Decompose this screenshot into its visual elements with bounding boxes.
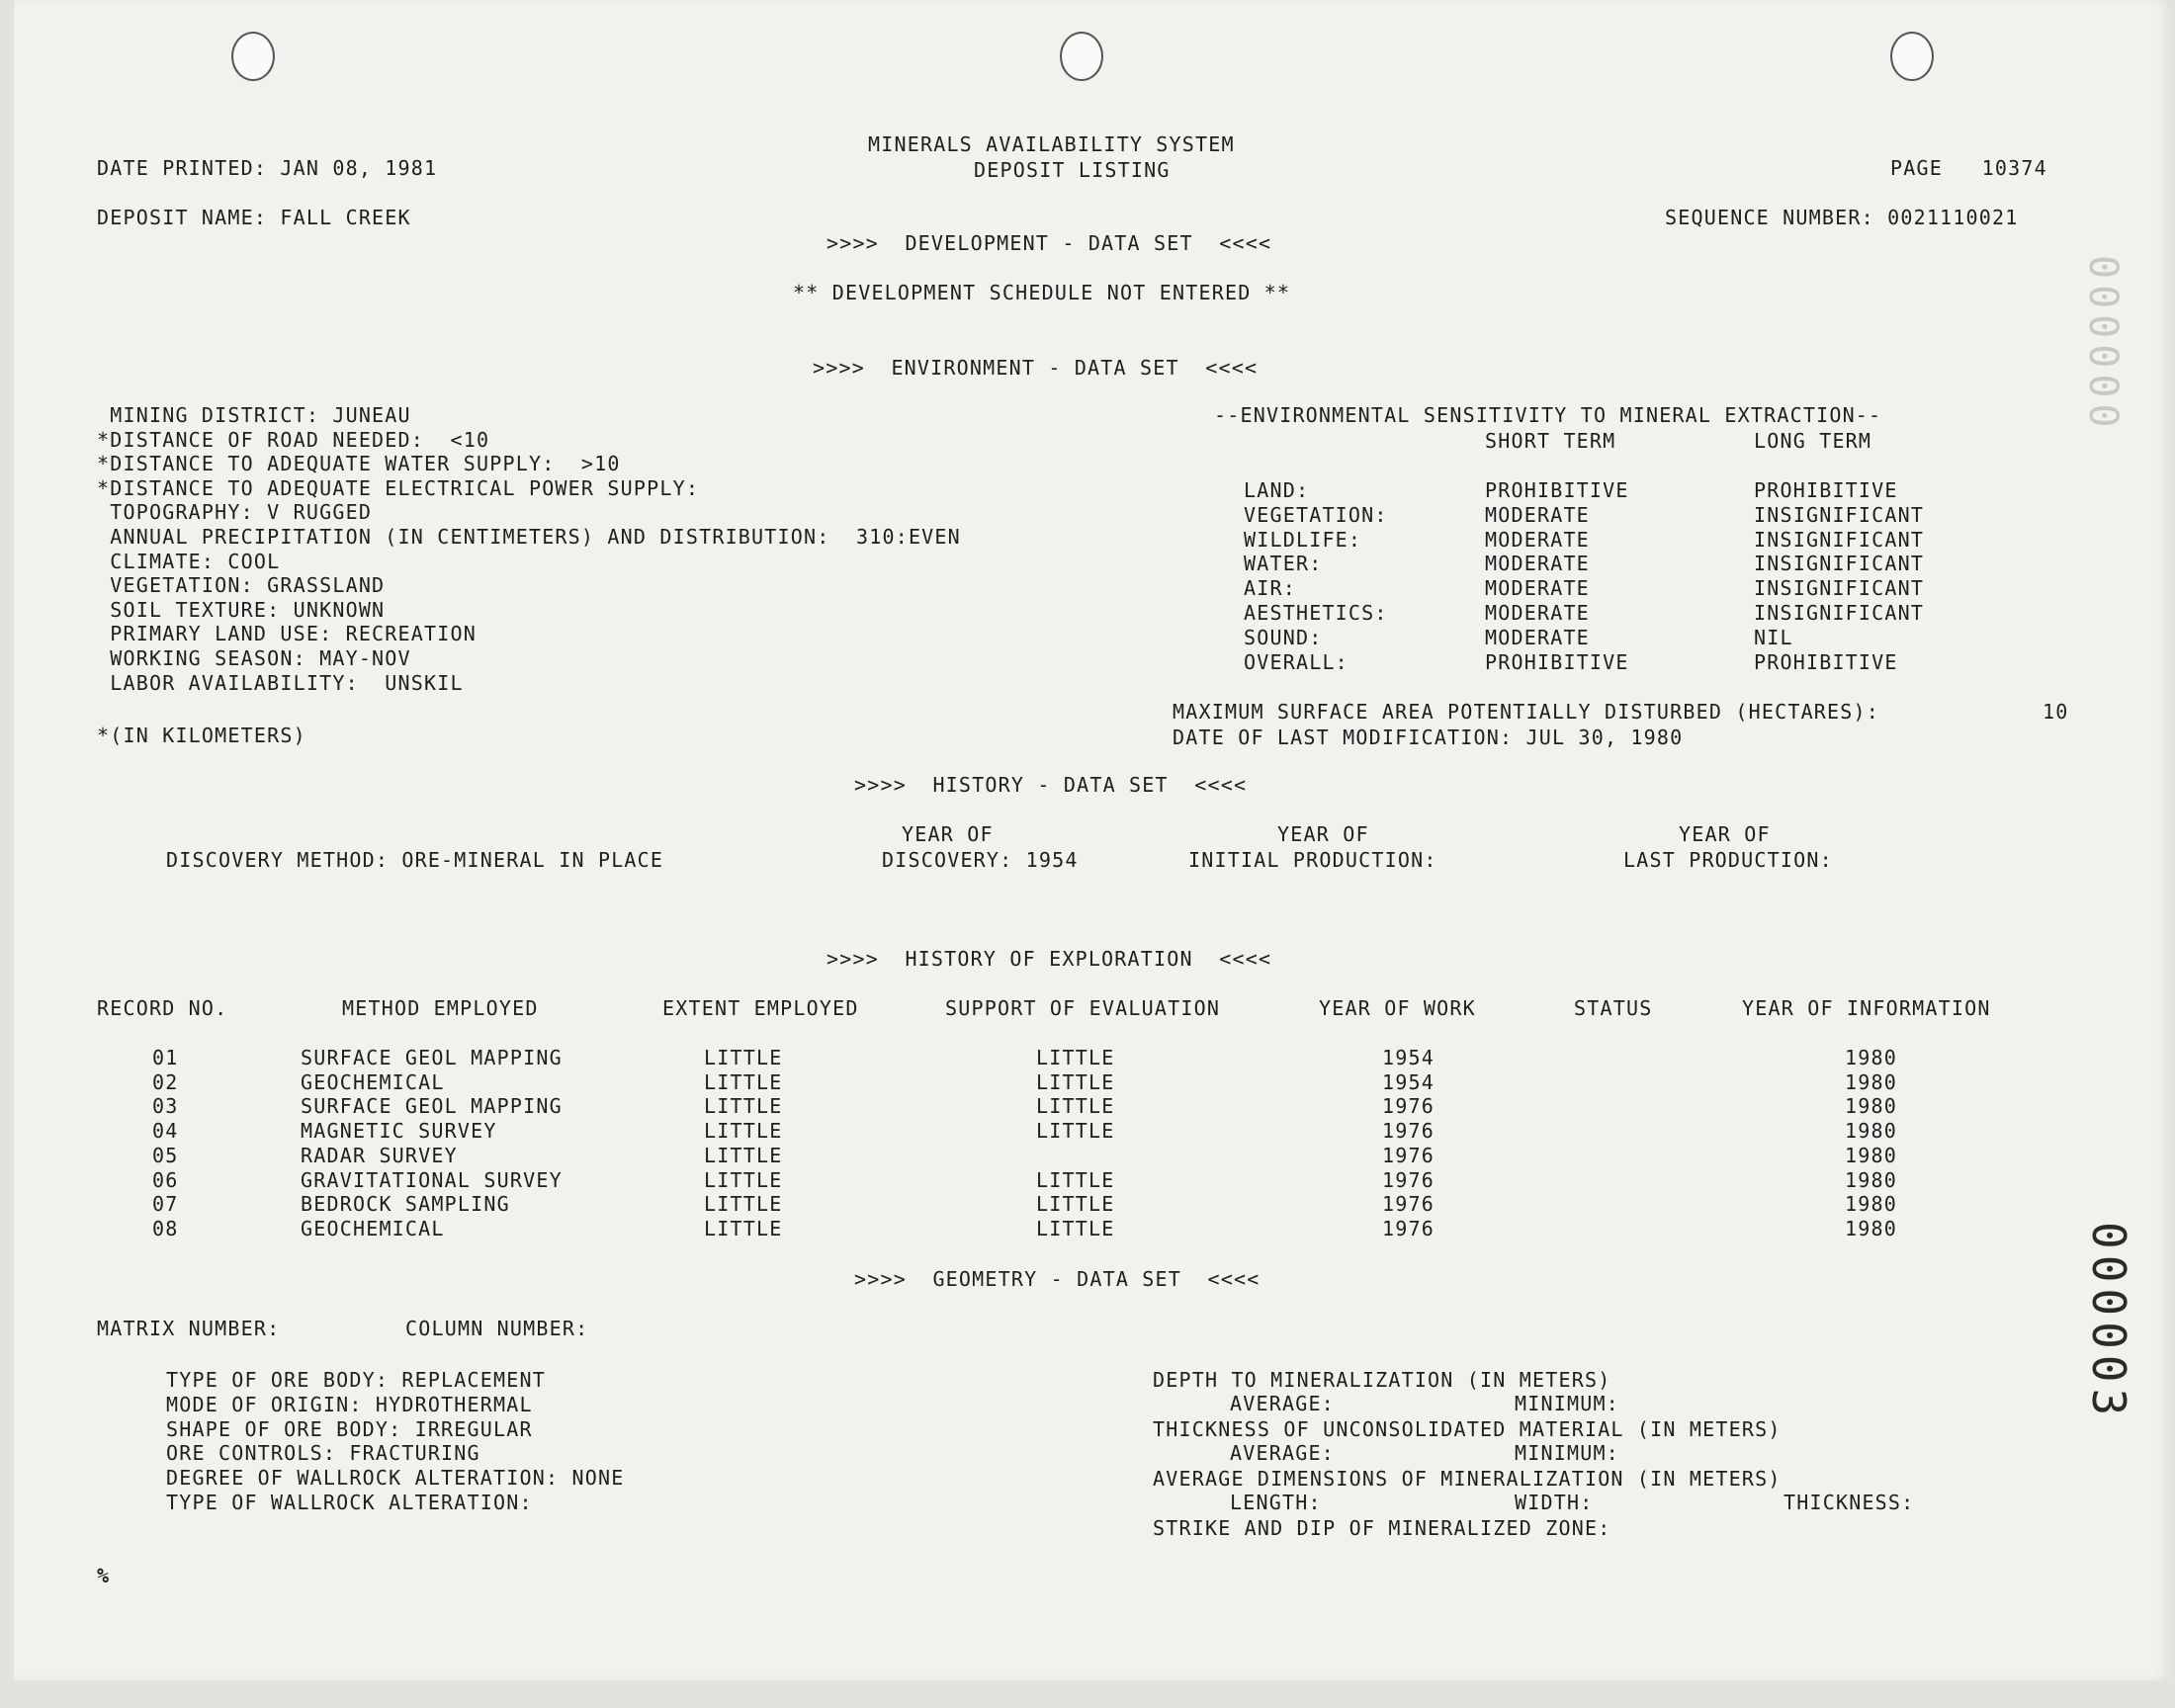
strike-dip: STRIKE AND DIP OF MINERALIZED ZONE: (1153, 1516, 1611, 1540)
record-number: 06 (152, 1167, 179, 1192)
development-heading: >>>> DEVELOPMENT - DATA SET <<<< (826, 231, 1272, 255)
col-method: METHOD EMPLOYED (342, 996, 539, 1020)
stamped-number: 000003 (2082, 1222, 2135, 1422)
extent-employed: LITTLE (704, 1192, 783, 1217)
support-of-evaluation: LITTLE (1036, 1119, 1115, 1144)
max-surface-area-label: MAXIMUM SURFACE AREA POTENTIALLY DISTURBED (HECTARES): (1173, 700, 1880, 724)
unconsolidated-average: AVERAGE: (1230, 1441, 1335, 1465)
initial-production: INITIAL PRODUCTION: (1188, 848, 1437, 872)
year-of-information: 1980 (1845, 1094, 1897, 1119)
sensitivity-label: LAND: (1244, 478, 1310, 502)
extent-employed: LITTLE (704, 1143, 783, 1167)
depth-minimum: MINIMUM: (1515, 1392, 1619, 1415)
sensitivity-heading: --ENVIRONMENTAL SENSITIVITY TO MINERAL EXTRACTION-- (1214, 403, 1882, 427)
sensitivity-label: OVERALL: (1244, 649, 1348, 674)
sensitivity-label: WATER: (1244, 552, 1323, 576)
ore-body-attribute: TYPE OF ORE BODY: REPLACEMENT (166, 1368, 546, 1392)
sensitivity-long-term: INSIGNIFICANT (1754, 601, 1925, 625)
sequence-number: SEQUENCE NUMBER: 0021110021 (1665, 206, 2019, 229)
method-employed: BEDROCK SAMPLING (301, 1192, 510, 1217)
record-number: 03 (152, 1094, 179, 1119)
last-production: LAST PRODUCTION: (1623, 848, 1833, 872)
environment-attribute: MINING DISTRICT: JUNEAU (97, 403, 411, 427)
binder-hole-left (231, 32, 275, 81)
discovery-method: DISCOVERY METHOD: ORE-MINERAL IN PLACE (166, 848, 664, 872)
matrix-number: MATRIX NUMBER: (97, 1317, 281, 1340)
support-of-evaluation: LITTLE (1036, 1069, 1115, 1094)
year-of-work: 1976 (1382, 1216, 1435, 1240)
method-employed: GRAVITATIONAL SURVEY (301, 1167, 563, 1192)
extent-employed: LITTLE (704, 1216, 783, 1240)
sensitivity-long-term: PROHIBITIVE (1754, 649, 1898, 674)
year-of-discovery-label: YEAR OF (902, 822, 994, 846)
year-of-work: 1976 (1382, 1167, 1435, 1192)
support-of-evaluation: LITTLE (1036, 1046, 1115, 1069)
ore-body-attribute: SHAPE OF ORE BODY: IRREGULAR (166, 1416, 533, 1441)
col-support: SUPPORT OF EVALUATION (945, 996, 1221, 1020)
environment-attribute: LABOR AVAILABILITY: UNSKIL (97, 670, 464, 695)
footer-mark: % (97, 1564, 111, 1587)
method-employed: MAGNETIC SURVEY (301, 1119, 497, 1144)
width-label: WIDTH: (1515, 1491, 1594, 1514)
sensitivity-short-term: MODERATE (1485, 625, 1590, 649)
year-of-information: 1980 (1845, 1046, 1897, 1069)
binder-hole-right (1890, 32, 1934, 81)
sensitivity-long-term: NIL (1754, 625, 1793, 649)
environment-attribute: *DISTANCE OF ROAD NEEDED: <10 (97, 427, 490, 452)
method-employed: GEOCHEMICAL (301, 1216, 445, 1240)
page-number: PAGE 10374 (1890, 156, 2047, 180)
environment-attribute: VEGETATION: GRASSLAND (97, 573, 386, 598)
stamped-number-faint: 000000 (2080, 255, 2126, 434)
long-term-header: LONG TERM (1754, 429, 1872, 453)
binder-hole-center (1060, 32, 1103, 81)
col-year-work: YEAR OF WORK (1319, 996, 1476, 1020)
year-of-work: 1976 (1382, 1119, 1435, 1144)
exploration-heading: >>>> HISTORY OF EXPLORATION <<<< (826, 947, 1272, 971)
discovery-year: DISCOVERY: 1954 (882, 848, 1079, 872)
year-of-initial-label: YEAR OF (1277, 822, 1369, 846)
year-of-work: 1954 (1382, 1069, 1435, 1094)
listing-title: DEPOSIT LISTING (974, 158, 1171, 182)
environment-attribute: CLIMATE: COOL (97, 549, 281, 573)
method-employed: SURFACE GEOL MAPPING (301, 1094, 563, 1119)
environment-attribute: TOPOGRAPHY: V RUGGED (97, 500, 373, 525)
col-year-info: YEAR OF INFORMATION (1742, 996, 1991, 1020)
environment-attribute: PRIMARY LAND USE: RECREATION (97, 622, 477, 646)
sensitivity-label: WILDLIFE: (1244, 527, 1362, 552)
extent-employed: LITTLE (704, 1046, 783, 1069)
sensitivity-label: AESTHETICS: (1244, 601, 1388, 625)
support-of-evaluation: LITTLE (1036, 1216, 1115, 1240)
sensitivity-short-term: MODERATE (1485, 527, 1590, 552)
record-number: 08 (152, 1216, 179, 1240)
ore-body-attribute: MODE OF ORIGIN: HYDROTHERMAL (166, 1392, 533, 1416)
date-printed: DATE PRINTED: JAN 08, 1981 (97, 156, 438, 180)
unconsolidated-heading: THICKNESS OF UNCONSOLIDATED MATERIAL (IN METERS) (1153, 1417, 1782, 1441)
method-employed: SURFACE GEOL MAPPING (301, 1046, 563, 1069)
dimensions-heading: AVERAGE DIMENSIONS OF MINERALIZATION (IN METERS) (1153, 1467, 1782, 1491)
year-of-last-label: YEAR OF (1679, 822, 1771, 846)
sensitivity-long-term: INSIGNIFICANT (1754, 502, 1925, 527)
extent-employed: LITTLE (704, 1167, 783, 1192)
extent-employed: LITTLE (704, 1094, 783, 1119)
environment-attribute: SOIL TEXTURE: UNKNOWN (97, 597, 386, 622)
environment-attribute: ANNUAL PRECIPITATION (IN CENTIMETERS) AND DISTRIBUTION: 310:EVEN (97, 525, 961, 549)
environment-attribute: *DISTANCE TO ADEQUATE WATER SUPPLY: >10 (97, 452, 621, 476)
support-of-evaluation: LITTLE (1036, 1192, 1115, 1217)
sensitivity-short-term: MODERATE (1485, 552, 1590, 576)
year-of-information: 1980 (1845, 1143, 1897, 1167)
sensitivity-label: VEGETATION: (1244, 502, 1388, 527)
column-number: COLUMN NUMBER: (405, 1317, 589, 1340)
record-number: 05 (152, 1143, 179, 1167)
unconsolidated-minimum: MINIMUM: (1515, 1441, 1619, 1465)
record-number: 02 (152, 1069, 179, 1094)
year-of-information: 1980 (1845, 1167, 1897, 1192)
year-of-work: 1976 (1382, 1192, 1435, 1217)
development-note: ** DEVELOPMENT SCHEDULE NOT ENTERED ** (793, 281, 1291, 304)
sensitivity-long-term: INSIGNIFICANT (1754, 576, 1925, 601)
geometry-heading: >>>> GEOMETRY - DATA SET <<<< (854, 1267, 1261, 1291)
year-of-information: 1980 (1845, 1192, 1897, 1217)
record-number: 01 (152, 1046, 179, 1069)
environment-heading: >>>> ENVIRONMENT - DATA SET <<<< (813, 356, 1259, 380)
history-heading: >>>> HISTORY - DATA SET <<<< (854, 773, 1248, 797)
extent-employed: LITTLE (704, 1069, 783, 1094)
support-of-evaluation: LITTLE (1036, 1167, 1115, 1192)
sensitivity-long-term: INSIGNIFICANT (1754, 527, 1925, 552)
depth-heading: DEPTH TO MINERALIZATION (IN METERS) (1153, 1368, 1611, 1392)
short-term-header: SHORT TERM (1485, 429, 1616, 453)
sensitivity-short-term: MODERATE (1485, 576, 1590, 601)
thickness-label: THICKNESS: (1784, 1491, 1915, 1514)
sensitivity-long-term: PROHIBITIVE (1754, 478, 1898, 502)
environment-attribute: WORKING SEASON: MAY-NOV (97, 646, 411, 670)
kilometers-footnote: *(IN KILOMETERS) (97, 724, 306, 747)
depth-average: AVERAGE: (1230, 1392, 1335, 1415)
col-record-no: RECORD NO. (97, 996, 228, 1020)
sensitivity-short-term: MODERATE (1485, 601, 1590, 625)
deposit-name: DEPOSIT NAME: FALL CREEK (97, 206, 411, 229)
ore-body-attribute: DEGREE OF WALLROCK ALTERATION: NONE (166, 1466, 625, 1491)
record-number: 07 (152, 1192, 179, 1217)
sensitivity-label: SOUND: (1244, 625, 1323, 649)
length-label: LENGTH: (1230, 1491, 1322, 1514)
col-status: STATUS (1574, 996, 1653, 1020)
support-of-evaluation: LITTLE (1036, 1094, 1115, 1119)
sensitivity-long-term: INSIGNIFICANT (1754, 552, 1925, 576)
system-title: MINERALS AVAILABILITY SYSTEM (868, 132, 1235, 156)
method-employed: GEOCHEMICAL (301, 1069, 445, 1094)
year-of-information: 1980 (1845, 1069, 1897, 1094)
ore-body-attribute: TYPE OF WALLROCK ALTERATION: (166, 1491, 533, 1514)
year-of-information: 1980 (1845, 1216, 1897, 1240)
sensitivity-short-term: PROHIBITIVE (1485, 478, 1629, 502)
extent-employed: LITTLE (704, 1119, 783, 1144)
sensitivity-label: AIR: (1244, 576, 1296, 601)
year-of-work: 1976 (1382, 1143, 1435, 1167)
ore-body-attribute: ORE CONTROLS: FRACTURING (166, 1441, 480, 1466)
method-employed: RADAR SURVEY (301, 1143, 458, 1167)
environment-attribute: *DISTANCE TO ADEQUATE ELECTRICAL POWER SUPPLY: (97, 475, 700, 500)
sensitivity-short-term: MODERATE (1485, 502, 1590, 527)
max-surface-area-value: 10 (2043, 700, 2069, 724)
sensitivity-short-term: PROHIBITIVE (1485, 649, 1629, 674)
year-of-work: 1976 (1382, 1094, 1435, 1119)
record-number: 04 (152, 1119, 179, 1144)
last-modification-date: DATE OF LAST MODIFICATION: JUL 30, 1980 (1173, 726, 1684, 749)
year-of-information: 1980 (1845, 1119, 1897, 1144)
year-of-work: 1954 (1382, 1046, 1435, 1069)
col-extent: EXTENT EMPLOYED (662, 996, 859, 1020)
